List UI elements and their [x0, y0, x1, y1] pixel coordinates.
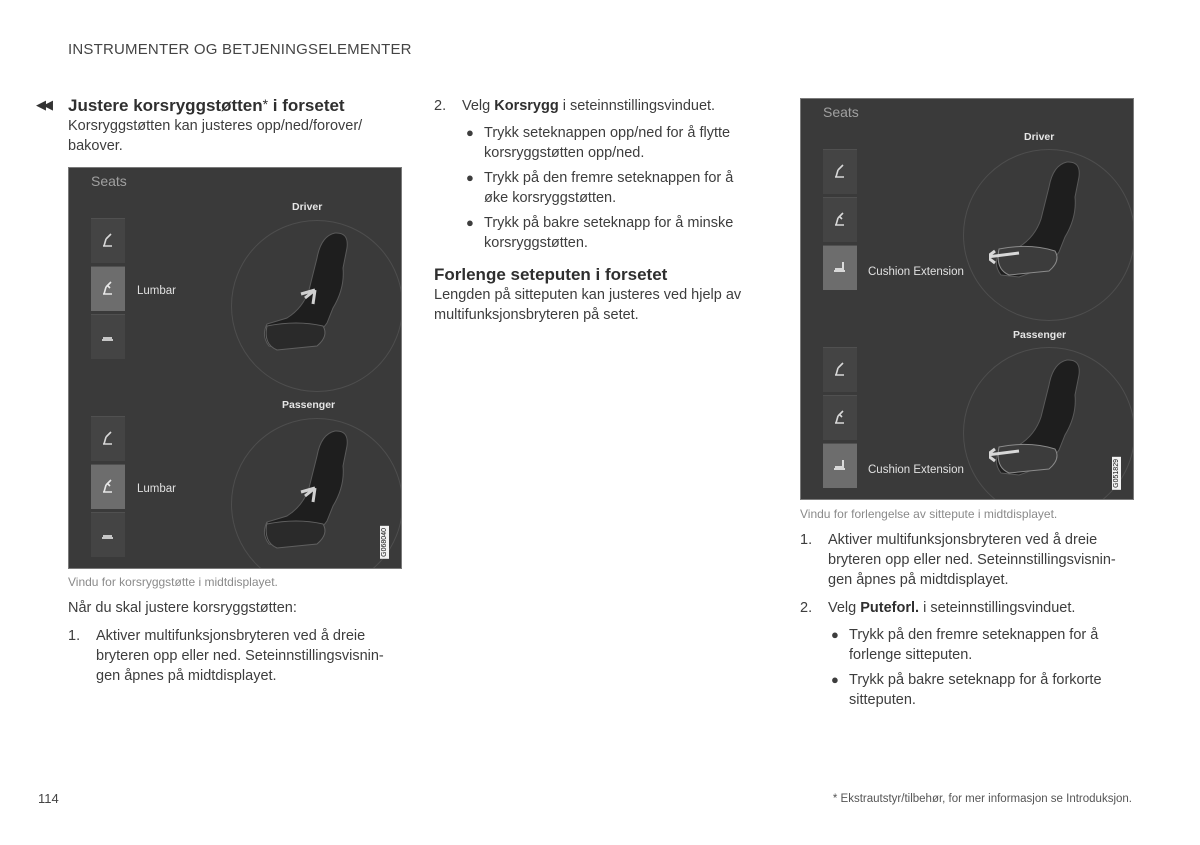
passenger-seat-illustration	[989, 355, 1099, 490]
cushion-heading: Forlenge seteputen i forsetet	[434, 265, 668, 284]
lumbar-mode-button-passenger	[823, 395, 857, 440]
lumbar-heading: Justere korsryggstøtten* i forsetet	[68, 96, 345, 115]
cushion-screen-image	[800, 98, 1134, 500]
lumbar-seat-icon	[832, 408, 848, 426]
cushion-bullets	[829, 625, 1119, 710]
cushion-seat-icon	[100, 327, 116, 345]
list-item: 2. Velg Puteforl. i seteinnstillingsvinduet.	[800, 600, 1076, 616]
cushion-mode-button-passenger	[91, 512, 125, 557]
back-navigation-icon[interactable]: ◀◀	[36, 97, 50, 112]
figure-code: G068040	[381, 528, 388, 557]
cushion-intro: Lengden på sitteputen kan justeres ved hjelp av multifunksjonsbryteren på setet.	[434, 287, 742, 323]
list-item: 1. Aktiver multifunksjonsbryteren ved å dreie bryteren opp eller ned. Seteinnstillingsvisningen åpnes på midtdisplayet.	[68, 628, 384, 684]
seat-icon	[832, 162, 848, 180]
seat-icon	[100, 429, 116, 447]
section-header: INSTRUMENTER OG BETJENINGSELEMENTER	[68, 41, 412, 58]
passenger-label: Passenger	[282, 399, 336, 411]
list-item: ● Trykk på den fremre seteknappen for å forlenge sitteputen.	[831, 627, 1099, 663]
lumbar-seat-icon	[832, 210, 848, 228]
screen-title: Seats	[823, 104, 859, 120]
cushion-seat-icon	[832, 456, 848, 474]
lumbar-intro: Korsryggstøtten kan justeres opp/ned/forover/ bakover.	[68, 118, 363, 154]
driver-label: Driver	[292, 201, 323, 213]
list-item: ● Trykk på bakre seteknapp for å forkorte sitteputen.	[831, 672, 1102, 708]
left-heading-block	[68, 96, 398, 156]
passenger-label: Passenger	[1013, 329, 1067, 341]
list-item: ● Trykk seteknappen opp/ned for å flytte korsryggstøtten opp/ned.	[466, 125, 731, 161]
lumbar-mode-button	[823, 197, 857, 242]
lumbar-caption: Vindu for korsryggstøtte i midtdisplayet.	[68, 575, 278, 589]
lumbar-screen-image	[68, 167, 402, 569]
seat-mode-button-passenger	[91, 416, 125, 461]
cushion-steps	[800, 530, 1132, 710]
figure-code: G051829	[1113, 459, 1120, 488]
driver-seat-illustration	[257, 228, 367, 363]
cushion-seat-icon	[832, 258, 848, 276]
list-item: 1. Aktiver multifunksjonsbryteren ved å dreie bryteren opp eller ned. Seteinnstillingsvisningen åpnes på midtdisplayet.	[800, 532, 1116, 588]
lumbar-step-2: 2. Velg Korsrygg i seteinnstillingsvinduet.	[434, 98, 716, 114]
seat-mode-button	[823, 149, 857, 194]
cushion-option-label-passenger: Cushion Extension	[868, 464, 964, 476]
screen-title: Seats	[91, 173, 127, 189]
lumbar-steps	[68, 626, 403, 686]
lumbar-seat-icon	[100, 477, 116, 495]
lumbar-mode-button-passenger	[91, 464, 125, 509]
passenger-seat-illustration	[257, 426, 367, 561]
cushion-mode-button	[91, 314, 125, 359]
lumbar-bullets	[464, 123, 754, 253]
seat-mode-button	[91, 218, 125, 263]
cushion-mode-button	[823, 245, 857, 290]
lumbar-para: Når du skal justere korsryggstøtten:	[68, 600, 297, 616]
cushion-mode-button-passenger	[823, 443, 857, 488]
cushion-caption: Vindu for forlengelse av sittepute i midtdisplayet.	[800, 507, 1058, 521]
list-item: ● Trykk på den fremre seteknappen for å øke korsryggstøtten.	[466, 170, 734, 206]
driver-label: Driver	[1024, 131, 1055, 143]
seat-icon	[832, 360, 848, 378]
driver-seat-illustration	[989, 157, 1099, 292]
page-number: 114	[38, 791, 59, 806]
cushion-option-label: Cushion Extension	[868, 266, 964, 278]
lumbar-seat-icon	[100, 279, 116, 297]
seat-icon	[100, 231, 116, 249]
seat-mode-button-passenger	[823, 347, 857, 392]
lumbar-mode-button	[91, 266, 125, 311]
list-item: ● Trykk på bakre seteknapp for å minske korsryggstøtten.	[466, 215, 734, 251]
footnote: * Ekstrautstyr/tilbehør, for mer informasjon se Introduksjon.	[832, 793, 1132, 805]
middle-column	[434, 96, 764, 325]
lumbar-option-label: Lumbar	[137, 285, 176, 297]
lumbar-option-label-passenger: Lumbar	[137, 483, 176, 495]
cushion-seat-icon	[100, 525, 116, 543]
